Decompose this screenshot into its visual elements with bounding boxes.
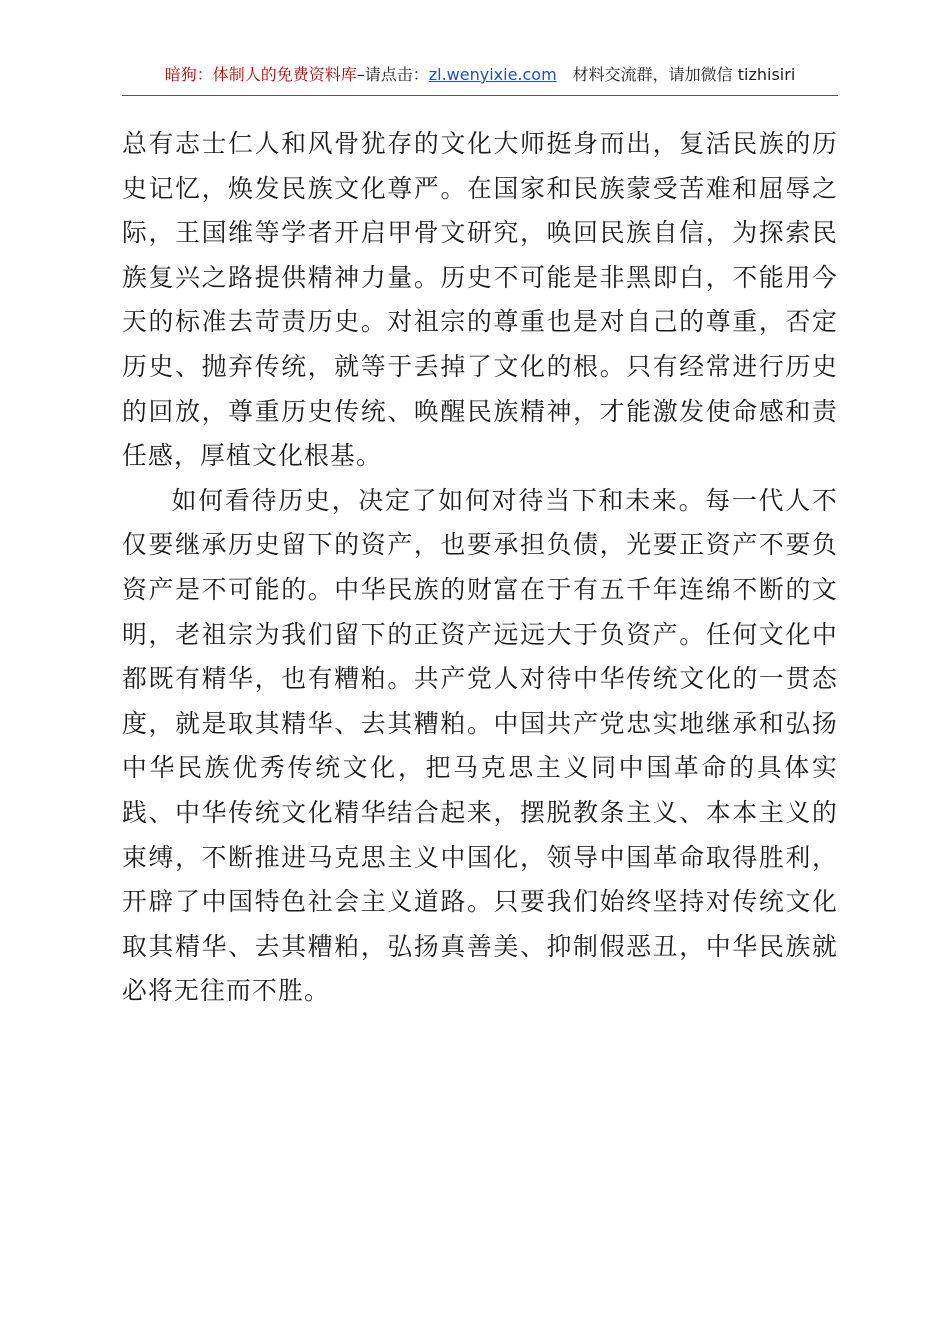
paragraph-continued: 总有志士仁人和风骨犹存的文化大师挺身而出，复活民族的历史记忆，焕发民族文化尊严。在国家和民族蒙受苦难和屈辱之际，王国维等学者开启甲骨文研究，唤回民族自信，为探索民族复兴之路提供精神力量。历史不可能是非黑即白，不能用今天的标准去苛责历史。对祖宗的尊重也是对自己的尊重，否定历史、抛弃传统，就等于丢掉了文化的根。只有经常进行历史的回放，尊重历史传统、唤醒民族精神，才能激发使命感和责任感，厚植文化根基。 <box>122 129 838 471</box>
paragraph: 如何看待历史，决定了如何对待当下和未来。每一代人不仅要继承历史留下的资产，也要承担负债，光要正资产不要负资产是不可能的。中华民族的财富在于有五千年连绵不断的文明，老祖宗为我们留下的正资产远远大于负资产。任何文化中都既有精华，也有糟粕。共产党人对待中华传统文化的一贯态度，就是取其精华、去其糟粕。中国共产党忠实地继承和弘扬中华民族优秀传统文化，把马克思主义同中国革命的具体实践、中华传统文化精华结合起来，摆脱教条主义、本本主义的束缚，不断推进马克思主义中国化，领导中国革命取得胜利，开辟了中国特色社会主义道路。只要我们始终坚持对传统文化取其精华、去其糟粕，弘扬真善美、抑制假恶丑，中华民族就必将无往而不胜。 <box>122 485 838 1006</box>
header-link[interactable]: zl.wenyixie.com <box>428 65 557 84</box>
header-note: 材料交流群，请加微信 tizhisiri <box>572 65 796 84</box>
header-click-prompt: –请点击： <box>356 65 429 84</box>
header-brand: 暗狗：体制人的免费资料库 <box>164 65 357 84</box>
page-header <box>122 62 838 96</box>
document-body <box>122 122 838 1014</box>
